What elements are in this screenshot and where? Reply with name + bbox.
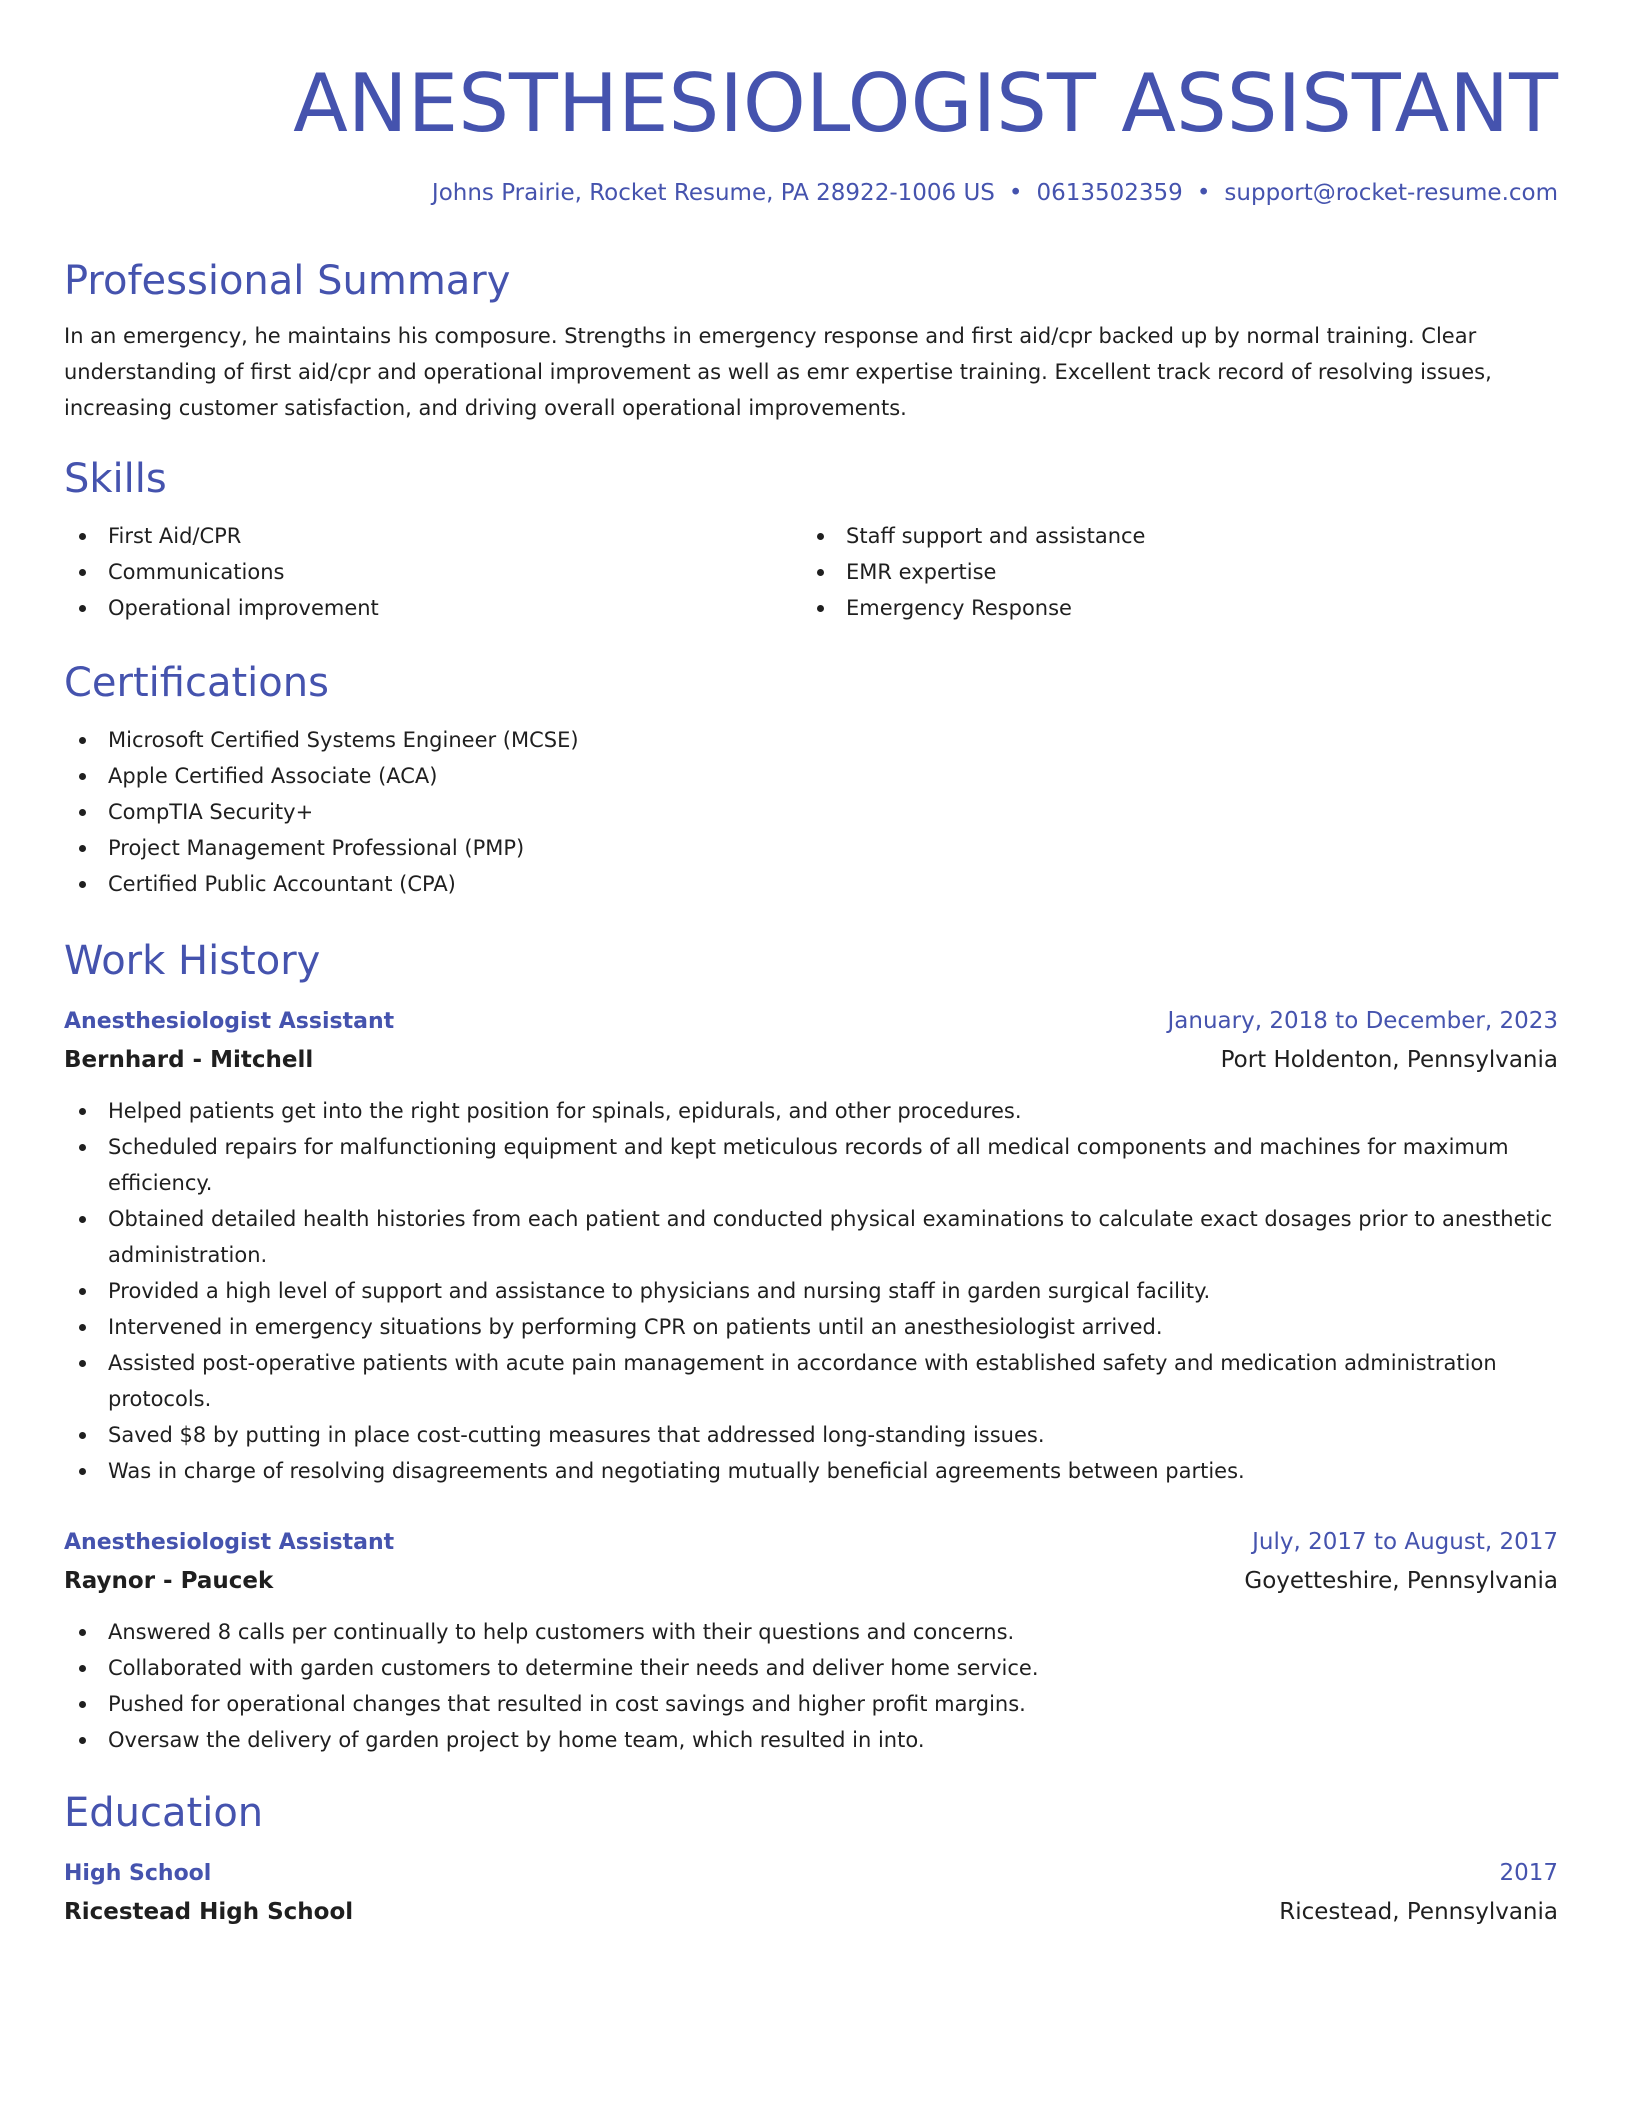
certification-item: Apple Certified Associate (ACA) [64, 758, 1558, 794]
section-title-certifications: Certifications [64, 660, 329, 706]
job-bullet: Obtained detailed health histories from each patient and conducted physical examinations to calculate exact dosages prior to anesthetic administration. [64, 1201, 1558, 1273]
skills-columns [64, 504, 1558, 626]
job-bullet: Provided a high level of support and assistance to physicians and nursing staff in garden surgical facility. [64, 1273, 1558, 1309]
skill-item: Communications [64, 554, 802, 590]
education-school: Ricestead High School [64, 1899, 354, 1925]
certification-item: Microsoft Certified Systems Engineer (MCSE) [64, 722, 1558, 758]
work-history-section [64, 936, 1558, 1758]
job-title: Anesthesiologist Assistant [64, 1009, 395, 1034]
job-dates: July, 2017 to August, 2017 [1252, 1529, 1558, 1555]
certification-item: Certified Public Accountant (CPA) [64, 866, 1558, 902]
job-bullet: Collaborated with garden customers to determine their needs and deliver home service. [64, 1650, 1558, 1686]
job-location: Port Holdenton, Pennsylvania [1220, 1047, 1558, 1073]
job-entry [64, 1002, 1558, 1489]
skills-column-left [64, 504, 802, 626]
job-bullet: Helped patients get into the right position for spinals, epidurals, and other procedures. [64, 1093, 1558, 1129]
job-bullet: Was in charge of resolving disagreements and negotiating mutually beneficial agreements between parties. [64, 1453, 1558, 1489]
skills-section [64, 454, 1558, 626]
contact-phone: 0613502359 [1036, 180, 1183, 206]
skill-item: Operational improvement [64, 590, 802, 626]
contact-separator: • [1008, 180, 1023, 206]
skill-item: Emergency Response [802, 590, 1540, 626]
section-title-education: Education [64, 1790, 264, 1836]
certification-item: Project Management Professional (PMP) [64, 830, 1558, 866]
resume-page [64, 44, 1558, 1931]
contact-separator: • [1196, 180, 1211, 206]
resume-name: ANESTHESIOLOGIST ASSISTANT [293, 57, 1558, 150]
skill-item: Staff support and assistance [802, 518, 1540, 554]
summary-text: In an emergency, he maintains his composure. Strengths in emergency response and first aid/cpr backed up by normal training. Clear understanding of first aid/cpr and operational improvement as well as emr expertise training. Excellent track record of resolving issues, increasing customer satisfaction, and driving overall operational improvements. [64, 324, 1492, 420]
certifications-section [64, 658, 1558, 902]
job-dates: January, 2018 to December, 2023 [1167, 1008, 1558, 1034]
section-title-summary: Professional Summary [64, 258, 511, 304]
job-bullet: Intervened in emergency situations by performing CPR on patients until an anesthesiologist arrived. [64, 1309, 1558, 1345]
job-title: Anesthesiologist Assistant [64, 1530, 395, 1555]
skill-item: EMR expertise [802, 554, 1540, 590]
job-entry [64, 1523, 1558, 1758]
education-degree: High School [64, 1861, 212, 1886]
job-company: Bernhard - Mitchell [64, 1047, 314, 1073]
contact-line [64, 176, 1558, 210]
section-title-work-history: Work History [64, 938, 321, 984]
education-section [64, 1788, 1558, 1931]
contact-email[interactable]: support@rocket-resume.com [1224, 180, 1558, 206]
job-bullet: Answered 8 calls per continually to help customers with their questions and concerns. [64, 1614, 1558, 1650]
skills-column-right [802, 504, 1540, 626]
summary-section [64, 256, 1558, 426]
certification-item: CompTIA Security+ [64, 794, 1558, 830]
education-year: 2017 [1499, 1860, 1558, 1886]
job-location: Goyetteshire, Pennsylvania [1244, 1568, 1558, 1594]
job-bullet: Scheduled repairs for malfunctioning equipment and kept meticulous records of all medical components and machines for maximum efficiency. [64, 1129, 1558, 1201]
job-bullet: Oversaw the delivery of garden project by home team, which resulted in into. [64, 1722, 1558, 1758]
section-title-skills: Skills [64, 456, 167, 502]
job-bullet: Pushed for operational changes that resulted in cost savings and higher profit margins. [64, 1686, 1558, 1722]
job-company: Raynor - Paucek [64, 1568, 274, 1594]
education-entry [64, 1854, 1558, 1931]
job-bullet: Assisted post-operative patients with acute pain management in accordance with established safety and medication administration protocols. [64, 1345, 1558, 1417]
education-location: Ricestead, Pennsylvania [1279, 1899, 1558, 1925]
job-bullet: Saved $8 by putting in place cost-cutting measures that addressed long-standing issues. [64, 1417, 1558, 1453]
contact-address: Johns Prairie, Rocket Resume, PA 28922-1006 US [431, 180, 995, 206]
skill-item: First Aid/CPR [64, 518, 802, 554]
